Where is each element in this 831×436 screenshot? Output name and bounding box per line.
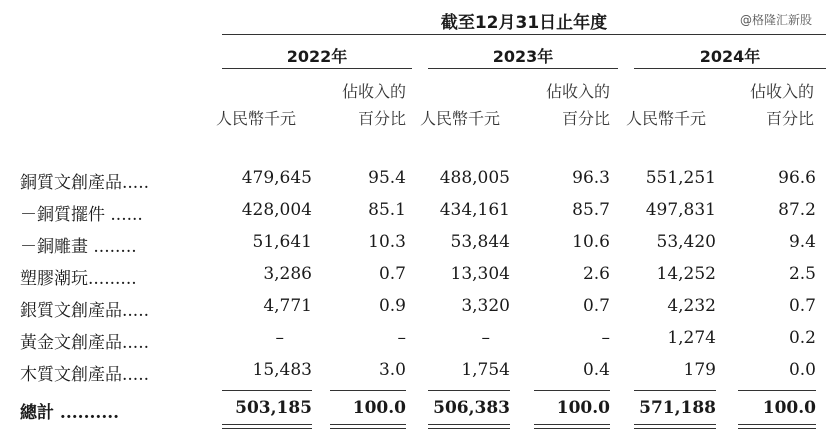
cell: 179 xyxy=(683,360,716,380)
total-double-rule xyxy=(634,424,716,425)
cell: 3,320 xyxy=(461,296,510,316)
cell: 85.1 xyxy=(368,200,406,220)
cell: 96.3 xyxy=(572,168,610,188)
cell: – xyxy=(397,328,406,348)
total-cell: 100.0 xyxy=(352,398,406,418)
total-double-rule xyxy=(634,428,716,429)
cell: 3.0 xyxy=(378,360,406,380)
cell: 434,161 xyxy=(439,200,510,220)
cell: 0.7 xyxy=(788,296,816,316)
cell: 0.2 xyxy=(788,328,816,348)
total-cell: 100.0 xyxy=(556,398,610,418)
cell: 15,483 xyxy=(252,360,312,380)
col-pct-2024-l1: 佔收入的 xyxy=(749,82,814,101)
sum-rule xyxy=(330,390,406,391)
cell: 0.7 xyxy=(582,296,610,316)
cell: 53,844 xyxy=(450,232,510,252)
total-cell: 100.0 xyxy=(762,398,816,418)
col-pct-2023-l2: 百分比 xyxy=(561,109,610,128)
col-pct-2022-l2: 百分比 xyxy=(357,109,406,128)
row-label: 塑膠潮玩......... xyxy=(20,269,137,289)
cell: 13,304 xyxy=(450,264,510,284)
cell: 85.7 xyxy=(572,200,610,220)
total-double-rule xyxy=(330,424,406,425)
col-pct-2024-l2: 百分比 xyxy=(765,109,814,128)
year-2022: 2022年 xyxy=(286,47,348,66)
total-cell: 571,188 xyxy=(639,398,716,418)
cell: – xyxy=(601,328,610,348)
sum-rule xyxy=(534,390,610,391)
cell: 2.5 xyxy=(788,264,816,284)
col-amount-2023: 人民幣千元 xyxy=(420,109,501,128)
total-label: 總計 .......... xyxy=(20,403,120,423)
row-label: 木質文創產品..... xyxy=(20,365,150,385)
cell: – xyxy=(275,328,284,348)
sum-rule xyxy=(738,390,816,391)
sum-rule xyxy=(428,390,510,391)
cell: – xyxy=(481,328,490,348)
period-rule xyxy=(222,34,826,35)
year-rule-2024 xyxy=(634,68,826,69)
col-amount-2022: 人民幣千元 xyxy=(216,109,297,128)
cell: 87.2 xyxy=(778,200,816,220)
cell: 10.3 xyxy=(368,232,406,252)
total-double-rule xyxy=(222,428,312,429)
total-cell: 503,185 xyxy=(235,398,312,418)
total-double-rule xyxy=(428,428,510,429)
cell: 0.0 xyxy=(788,360,816,380)
total-double-rule xyxy=(534,424,610,425)
cell: 551,251 xyxy=(645,168,716,188)
col-amount-2024: 人民幣千元 xyxy=(626,109,707,128)
total-double-rule xyxy=(222,424,312,425)
cell: 4,771 xyxy=(263,296,312,316)
sum-rule xyxy=(222,390,312,391)
cell: 2.6 xyxy=(582,264,610,284)
cell: 1,274 xyxy=(667,328,716,348)
cell: 4,232 xyxy=(667,296,716,316)
cell: 96.6 xyxy=(778,168,816,188)
cell: 14,252 xyxy=(656,264,716,284)
cell: 3,286 xyxy=(263,264,312,284)
cell: 51,641 xyxy=(252,232,312,252)
watermark: @格隆汇新股 xyxy=(740,13,813,27)
cell: 95.4 xyxy=(368,168,406,188)
col-pct-2022-l1: 佔收入的 xyxy=(341,82,406,101)
year-rule-2022 xyxy=(222,68,412,69)
cell: 479,645 xyxy=(241,168,312,188)
period-header: 截至12月31日止年度 xyxy=(440,13,608,33)
col-pct-2023-l1: 佔收入的 xyxy=(545,82,610,101)
total-double-rule xyxy=(330,428,406,429)
cell: 0.7 xyxy=(378,264,406,284)
cell: 0.9 xyxy=(378,296,406,316)
row-label: 銀質文創產品..... xyxy=(20,301,150,321)
total-cell: 506,383 xyxy=(433,398,510,418)
cell: 497,831 xyxy=(645,200,716,220)
total-double-rule xyxy=(534,428,610,429)
cell: 9.4 xyxy=(788,232,816,252)
total-double-rule xyxy=(738,428,816,429)
total-double-rule xyxy=(428,424,510,425)
year-rule-2023 xyxy=(428,68,618,69)
cell: 53,420 xyxy=(656,232,716,252)
row-label: －銅質擺件 ...... xyxy=(20,205,143,225)
cell: 10.6 xyxy=(572,232,610,252)
cell: 488,005 xyxy=(439,168,510,188)
cell: 428,004 xyxy=(241,200,312,220)
row-label: －銅雕畫 ........ xyxy=(20,237,137,257)
year-2024: 2024年 xyxy=(699,47,761,66)
cell: 0.4 xyxy=(582,360,610,380)
row-label: 黃金文創產品..... xyxy=(20,333,150,353)
cell: 1,754 xyxy=(461,360,510,380)
row-label: 銅質文創產品..... xyxy=(20,173,150,193)
year-2023: 2023年 xyxy=(492,47,554,66)
sum-rule xyxy=(634,390,716,391)
total-double-rule xyxy=(738,424,816,425)
